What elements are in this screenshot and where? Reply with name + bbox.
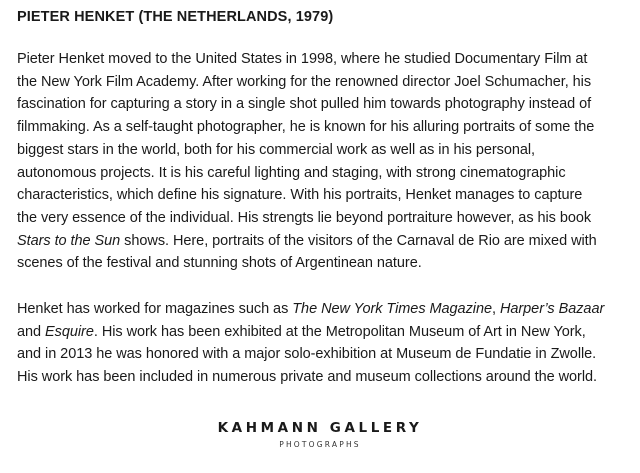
text-fragment: Henket has worked for magazines such as [17, 301, 293, 318]
text-line: His work has been included in numerous private and museum collections around the world. [17, 369, 597, 386]
text-line: fascination for capturing a story in a single shot pulled him towards photography instead of [17, 96, 592, 113]
text-line: autonomous projects. It is his careful lighting and staging, with strong cinematographic [17, 164, 566, 181]
text-line: scenes of the festival and stunning shots of Argentinean nature. [17, 255, 422, 272]
gallery-subtitle: PHOTOGRAPHS [279, 440, 361, 449]
gallery-name: KAHMANN GALLERY [217, 420, 423, 436]
text-fragment: shows. Here, portraits of the visitors of the Carnaval de Rio are mixed with [120, 232, 597, 249]
text-line [17, 230, 635, 253]
text-fragment: and [17, 323, 46, 340]
document-body [17, 7, 635, 412]
career-paragraph [17, 298, 635, 389]
text-line [17, 298, 635, 321]
magazine-title: The New York Times Magazine [292, 301, 492, 318]
magazine-title: Harper’s Bazaar [499, 301, 605, 318]
text-fragment: , [491, 301, 500, 318]
text-line: the very essence of the individual. His strengts lie beyond portraiture however, as his book [17, 209, 592, 226]
text-line: biggest stars in the world, both for his commercial work as well as in his personal, [17, 141, 536, 158]
text-line: Pieter Henket moved to the United States in 1998, where he studied Documentary Film at [17, 51, 588, 67]
text-line: and in 2013 he was honored with a major solo-exhibition at Museum de Fundatie in Zwolle. [17, 346, 597, 363]
text-line: filmmaking. As a self-taught photographer, he is known for his alluring portraits of some the [17, 119, 595, 136]
gallery-logo [0, 419, 640, 450]
text-line: the New York Film Academy. After working for the renowned director Joel Schumacher, his [17, 73, 592, 90]
text-line: characteristics, which define his signature. With his portraits, Henket manages to capture [17, 187, 583, 204]
text-fragment: . His work has been exhibited at the Metropolitan Museum of Art in New York, [93, 323, 586, 340]
book-title: Stars to the Sun [17, 232, 121, 249]
biography-paragraph [17, 48, 635, 275]
magazine-title: Esquire [45, 323, 94, 340]
text-line [17, 321, 635, 344]
page-title: PIETER HENKET (THE NETHERLANDS, 1979) [17, 9, 334, 25]
